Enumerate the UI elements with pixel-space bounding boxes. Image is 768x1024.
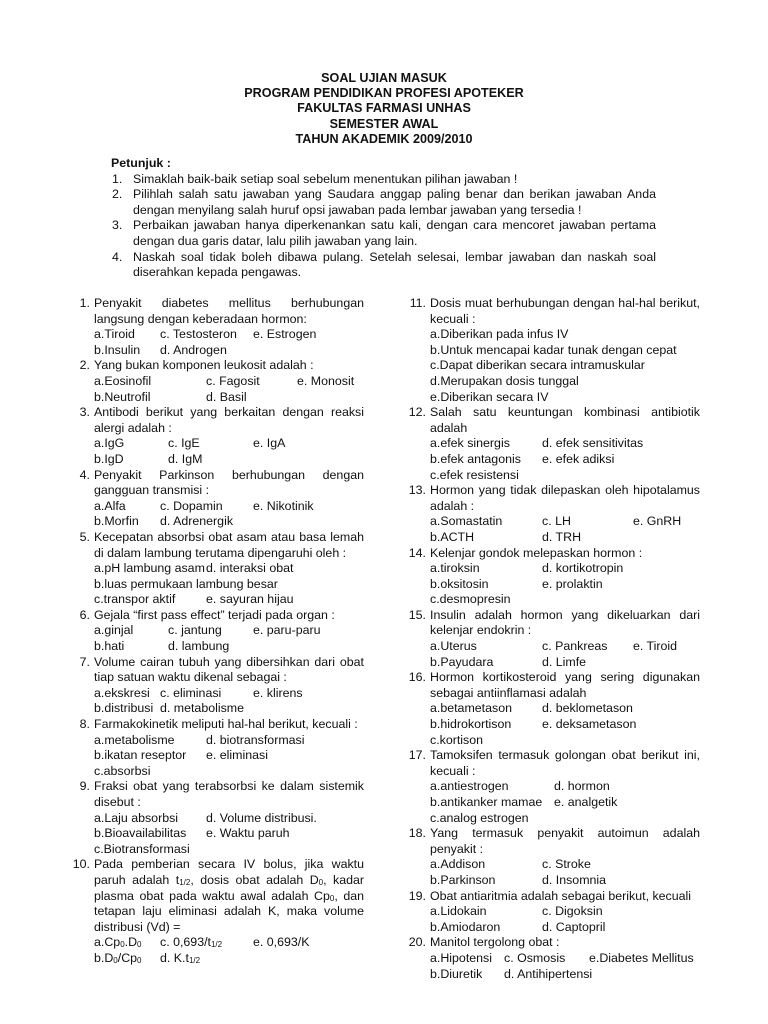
- opt-sub: 0: [120, 940, 125, 950]
- q10-subscript: 0: [318, 877, 324, 887]
- option-row: [94, 811, 364, 827]
- answer-option: c. Testosteron: [160, 327, 237, 342]
- answer-option: b.ikatan reseptor: [94, 748, 187, 763]
- question-2: [68, 358, 364, 405]
- answer-option: d.Merupakan dosis tunggal: [430, 373, 579, 388]
- answer-option: a.Somastatin: [430, 514, 503, 529]
- answer-option: b.Payudara: [430, 654, 494, 669]
- answer-option: e. eliminasi: [206, 748, 268, 763]
- question-number: 14.: [408, 545, 426, 560]
- answer-option: c. Dopamin: [160, 498, 223, 513]
- opt-sub: 0: [113, 955, 118, 965]
- answer-option: b.Diuretik: [430, 966, 483, 981]
- option-row: [430, 733, 700, 749]
- answer-option: a.metabolisme: [94, 732, 175, 747]
- option-row: [94, 764, 364, 780]
- answer-option: d. Limfe: [542, 654, 587, 669]
- option-row: [430, 577, 700, 593]
- answer-option: c.kortison: [430, 732, 484, 747]
- option-row: [94, 639, 364, 655]
- question-number: 3.: [79, 405, 90, 420]
- q10-text-part: Pada pemberian secara IV bolus, jika waktu paruh adalah t: [94, 857, 364, 887]
- answer-option: e. analgetik: [554, 795, 618, 809]
- instruction-text: Naskah soal tidak boleh dibawa pulang. Setelah selesai, lembar jawaban dan naskah soal diserahkan kepada pengawas.: [133, 249, 656, 280]
- question-text: Tamoksifen termasuk golongan obat berikut ini, kecuali :: [430, 748, 700, 778]
- answer-option: c.analog estrogen: [430, 810, 529, 825]
- header-line-1: SOAL UJIAN MASUK: [321, 71, 447, 85]
- option-row: [94, 826, 364, 842]
- answer-option: e. Waktu paruh: [206, 826, 290, 841]
- left-question-list: [68, 296, 364, 857]
- option-row: [94, 514, 364, 530]
- option-row: [430, 390, 700, 406]
- option-row: [94, 842, 364, 858]
- question-number: 17.: [408, 748, 426, 763]
- answer-option: b.Morfin: [94, 514, 139, 529]
- answer-option: c. IgE: [168, 436, 200, 451]
- answer-option: a.Alfa: [94, 498, 126, 513]
- instruction-text: Simaklah baik-baik setiap soal sebelum menentukan pilihan jawaban !: [133, 171, 518, 186]
- answer-option: d. efek sensitivitas: [542, 436, 644, 451]
- option-row: [430, 468, 700, 484]
- question-9: [68, 779, 364, 857]
- answer-option: b.Amiodaron: [430, 919, 501, 934]
- answer-option: d. kortikotropin: [542, 561, 624, 576]
- question-8: [68, 717, 364, 779]
- question-text: Antibodi berikut yang berkaitan dengan reaksi alergi adalah :: [94, 405, 364, 435]
- option-row: [94, 748, 364, 764]
- option-row: [430, 811, 700, 827]
- answer-option: e. Monosit: [297, 373, 355, 388]
- question-number: 5.: [79, 529, 90, 544]
- answer-option: e.Diabetes Mellitus: [589, 950, 694, 965]
- question-text: Dosis muat berhubungan dengan hal-hal berikut, kecuali :: [430, 296, 700, 326]
- question-text: Penyakit diabetes mellitus berhubungan langsung dengan keberadaan hormon:: [94, 296, 364, 326]
- answer-option: e. Estrogen: [253, 327, 317, 342]
- question-1: [68, 296, 364, 358]
- option-row: [430, 358, 700, 374]
- option-row: [430, 452, 700, 468]
- answer-option: b.hati: [94, 639, 125, 654]
- answer-option: c. Pankreas: [542, 639, 608, 654]
- answer-option: a.Uterus: [430, 639, 477, 654]
- question-16: [404, 670, 700, 748]
- question-text: Fraksi obat yang terabsorbsi ke dalam sistemik disebut :: [94, 779, 364, 809]
- option-row: [430, 374, 700, 390]
- option-row: [94, 935, 364, 951]
- answer-option: d. IgM: [168, 451, 203, 466]
- instruction-number: 4.: [112, 249, 123, 264]
- question-14: [404, 546, 700, 608]
- option-row: [430, 857, 700, 873]
- answer-option: b.Untuk mencapai kadar tunak dengan cepat: [430, 342, 677, 357]
- instruction-item: [111, 250, 656, 281]
- instruction-text: Perbaikan jawaban hanya diperkenankan satu kali, dengan cara mencoret jawaban pertama dengan dua garis datar, lalu pilih jawaban yang lain.: [133, 218, 656, 248]
- option-e: e. 0,693/K: [253, 935, 310, 950]
- answer-option: e. prolaktin: [542, 576, 603, 591]
- answer-option: c. Fagosit: [206, 373, 260, 388]
- answer-option: b.Neutrofil: [94, 389, 151, 404]
- option-d: [160, 951, 200, 967]
- question-text: Hormon yang tidak dilepaskan oleh hipotalamus adalah :: [430, 483, 700, 513]
- question-number: 15.: [408, 607, 426, 622]
- option-row: [430, 717, 700, 733]
- q10-text-part: , dan tetapan laju eliminasi adalah K, maka volume distribusi (Vd) =: [94, 888, 365, 934]
- answer-option: c. Stroke: [542, 857, 591, 872]
- question-4: [68, 468, 364, 530]
- option-row: [94, 623, 364, 639]
- option-row: [94, 436, 364, 452]
- answer-option: d. interaksi obat: [206, 561, 294, 576]
- instructions: [111, 156, 656, 281]
- question-11: [404, 296, 700, 405]
- option-row: [430, 327, 700, 343]
- opt-sub: 0: [137, 955, 142, 965]
- answer-option: e. Tiroid: [633, 639, 678, 654]
- answer-option: e. sayuran hijau: [206, 592, 294, 607]
- option-row: [94, 577, 364, 593]
- q10-subscript: 1/2: [179, 877, 191, 887]
- q10-text-part: , kadar plasma obat pada waktu awal adalah Cp: [94, 872, 364, 903]
- option-row: [94, 327, 364, 343]
- answer-option: e. klirens: [253, 685, 303, 700]
- answer-option: c. jantung: [168, 623, 222, 638]
- answer-option: c. eliminasi: [160, 685, 222, 700]
- answer-option: c.absorbsi: [94, 763, 151, 778]
- answer-option: b.Bioavailabilitas: [94, 826, 187, 841]
- opt-part: a.Cp: [94, 935, 121, 950]
- instruction-item: [111, 187, 656, 218]
- answer-option: b.efek antagonis: [430, 451, 521, 466]
- option-row: [94, 561, 364, 577]
- question-text: Obat antiaritmia adalah sebagai berikut, kecuali: [430, 888, 692, 903]
- header-line-4: SEMESTER AWAL: [329, 116, 439, 131]
- question-text: Farmakokinetik meliputi hal-hal berikut, kecuali :: [94, 717, 358, 732]
- option-row: [94, 374, 364, 390]
- question-text: Penyakit Parkinson berhubungan dengan gangguan transmisi :: [94, 467, 364, 498]
- answer-option: b.IgD: [94, 451, 124, 466]
- option-row: [430, 592, 700, 608]
- option-row: [94, 686, 364, 702]
- answer-option: c.Dapat diberikan secara intramuskular: [430, 358, 645, 373]
- option-row: [430, 561, 700, 577]
- instruction-number: 2.: [112, 187, 123, 202]
- instruction-item: [111, 172, 656, 188]
- answer-option: d. Captopril: [542, 919, 606, 934]
- question-20: [404, 935, 700, 982]
- opt-sub: 1/2: [210, 940, 223, 950]
- answer-option: e. paru-paru: [253, 623, 321, 638]
- answer-option: d. metabolisme: [160, 701, 245, 716]
- option-row: [430, 779, 700, 795]
- instructions-title: Petunjuk :: [111, 156, 171, 170]
- answer-option: d. beklometason: [542, 701, 633, 716]
- answer-option: a.Diberikan pada infus IV: [430, 327, 569, 342]
- question-number: 7.: [79, 654, 90, 669]
- answer-option: b.Insulin: [94, 342, 141, 357]
- answer-option: d. hormon: [554, 779, 610, 794]
- q10-subscript: 0: [329, 893, 335, 903]
- header-line-2: PROGRAM PENDIDIKAN PROFESI APOTEKER: [244, 86, 524, 101]
- question-13: [404, 483, 700, 545]
- opt-sub: 1/2: [188, 955, 201, 965]
- option-row: [430, 920, 700, 936]
- left-question-column: [68, 296, 364, 967]
- answer-option: a.Laju absorbsi: [94, 810, 179, 825]
- opt-part: d. K.t: [160, 950, 189, 965]
- question-number: 19.: [408, 888, 426, 903]
- answer-option: b.distribusi: [94, 701, 154, 716]
- answer-option: b.ACTH: [430, 529, 475, 544]
- answer-option: b.antikanker mamae: [430, 795, 543, 809]
- instruction-number: 3.: [112, 218, 123, 233]
- question-5: [68, 530, 364, 608]
- answer-option: d. TRH: [542, 529, 582, 544]
- option-row: [94, 592, 364, 608]
- question-text: Volume cairan tubuh yang dibersihkan dari obat tiap satuan waktu dikenal sebagai :: [94, 654, 364, 685]
- answer-option: d. biotransformasi: [206, 732, 305, 747]
- question-17: [404, 748, 700, 826]
- option-row: [430, 904, 700, 920]
- question-10: [68, 857, 364, 966]
- question-6: [68, 608, 364, 655]
- answer-option: b.luas permukaan lambung besar: [94, 576, 278, 591]
- option-row: [94, 733, 364, 749]
- answer-option: e. deksametason: [542, 717, 637, 732]
- answer-option: a.antiestrogen: [430, 779, 509, 794]
- option-row: [94, 343, 364, 359]
- answer-option: e.Diberikan secara IV: [430, 389, 549, 404]
- question-number: 1.: [79, 296, 90, 310]
- answer-option: c.transpor aktif: [94, 592, 176, 607]
- question-number: 12.: [408, 405, 426, 420]
- answer-option: e. IgA: [253, 436, 286, 451]
- question-number: 16.: [408, 670, 426, 685]
- answer-option: a.pH lambung asam: [94, 561, 205, 576]
- answer-option: c. Digoksin: [542, 904, 603, 919]
- answer-option: b.oksitosin: [430, 576, 489, 591]
- exam-header: [0, 71, 768, 147]
- question-number: 20.: [408, 935, 426, 950]
- question-19: [404, 889, 700, 936]
- answer-option: d. Volume distribusi.: [206, 810, 317, 825]
- question-number: 4.: [79, 467, 90, 482]
- question-text: Kelenjar gondok melepaskan hormon :: [430, 545, 643, 560]
- option-row: [94, 390, 364, 406]
- answer-option: d. Basil: [206, 389, 247, 404]
- option-row: [430, 343, 700, 359]
- option-row: [430, 701, 700, 717]
- right-question-list: [404, 296, 700, 982]
- opt-sub: 0: [137, 940, 142, 950]
- option-row: [94, 701, 364, 717]
- answer-option: b.hidrokortison: [430, 717, 512, 732]
- answer-option: d. lambung: [168, 639, 230, 654]
- option-row: [430, 873, 700, 889]
- answer-option: d. Antihipertensi: [504, 966, 593, 981]
- instructions-list: [111, 172, 656, 281]
- answer-option: e. efek adiksi: [542, 451, 615, 466]
- option-c: [160, 935, 222, 951]
- question-text: Hormon kortikosteroid yang sering digunakan sebagai antiinflamasi adalah: [430, 670, 700, 700]
- right-question-column: [404, 296, 700, 982]
- option-row: [430, 436, 700, 452]
- question-text: [94, 857, 364, 935]
- answer-option: a.efek sinergis: [430, 436, 510, 451]
- answer-option: a.Tiroid: [94, 327, 135, 342]
- opt-part: c. 0,693/t: [160, 935, 211, 950]
- header-line-5: TAHUN AKADEMIK 2009/2010: [295, 131, 473, 146]
- question-7: [68, 655, 364, 717]
- opt-part: .D: [124, 935, 138, 950]
- option-row: [430, 795, 700, 811]
- question-number: 10.: [72, 857, 90, 872]
- answer-option: c. Osmosis: [504, 950, 566, 965]
- answer-option: e. Nikotinik: [253, 498, 314, 513]
- question-15: [404, 608, 700, 670]
- question-number: 8.: [79, 717, 90, 732]
- question-text: Salah satu keuntungan kombinasi antibiotik adalah: [430, 405, 700, 435]
- answer-option: a.Addison: [430, 857, 486, 872]
- option-row: [94, 499, 364, 515]
- question-12: [404, 405, 700, 483]
- question-number: 6.: [79, 607, 90, 622]
- instruction-text: Pilihlah salah satu jawaban yang Saudara anggap paling benar dan berikan jawaban Anda dengan menyilang salah huruf opsi jawaban pada lembar jawaban yang tersedia !: [133, 187, 656, 217]
- header-line-3: FAKULTAS FARMASI UNHAS: [297, 101, 471, 116]
- answer-option: a.Hipotensi: [430, 950, 492, 965]
- option-b: [94, 951, 142, 967]
- question-text: Yang termasuk penyakit autoimun adalah penyakit :: [430, 826, 700, 856]
- answer-option: c. LH: [542, 514, 571, 529]
- answer-option: d. Androgen: [160, 342, 227, 357]
- answer-option: e. GnRH: [633, 514, 682, 529]
- question-number: 9.: [79, 779, 90, 794]
- question-text: Yang bukan komponen leukosit adalah :: [94, 358, 314, 373]
- question-number: 13.: [408, 483, 426, 498]
- answer-option: a.IgG: [94, 436, 125, 451]
- instruction-number: 1.: [112, 171, 123, 186]
- question-text: Kecepatan absorbsi obat asam atau basa lemah di dalam lambung terutama dipengaruhi oleh :: [94, 529, 364, 560]
- question-text: Insulin adalah hormon yang dikeluarkan dari kelenjar endokrin :: [430, 607, 700, 638]
- answer-option: a.Eosinofil: [94, 373, 152, 388]
- opt-part: /Cp: [117, 950, 138, 965]
- instruction-item: [111, 218, 656, 249]
- option-row: [430, 655, 700, 671]
- option-row: [94, 951, 364, 967]
- question-number: 11.: [409, 296, 426, 310]
- opt-part: b.D: [94, 950, 114, 965]
- question-number: 2.: [79, 358, 90, 373]
- answer-option: c.efek resistensi: [430, 467, 519, 482]
- answer-option: d. Insomnia: [542, 872, 607, 887]
- option-row: [430, 951, 700, 967]
- answer-option: a.Lidokain: [430, 904, 487, 919]
- answer-option: a.betametason: [430, 701, 512, 716]
- question-3: [68, 405, 364, 467]
- option-a: [94, 935, 142, 951]
- answer-option: c.desmopresin: [430, 592, 511, 607]
- question-text: Manitol tergolong obat :: [430, 935, 560, 950]
- answer-option: b.Parkinson: [430, 872, 496, 887]
- answer-option: a.tiroksin: [430, 561, 480, 576]
- option-row: [94, 452, 364, 468]
- question-number: 18.: [408, 826, 426, 841]
- answer-option: a.ekskresi: [94, 685, 150, 700]
- option-row: [430, 530, 700, 546]
- option-row: [430, 514, 700, 530]
- option-row: [430, 967, 700, 983]
- answer-option: a.ginjal: [94, 623, 134, 638]
- option-row: [430, 639, 700, 655]
- q10-text-part: , dosis obat adalah D: [190, 872, 319, 887]
- answer-option: d. Adrenergik: [160, 514, 234, 529]
- question-18: [404, 826, 700, 888]
- question-text: Gejala “first pass effect” terjadi pada organ :: [94, 607, 335, 622]
- answer-option: c.Biotransformasi: [94, 841, 190, 856]
